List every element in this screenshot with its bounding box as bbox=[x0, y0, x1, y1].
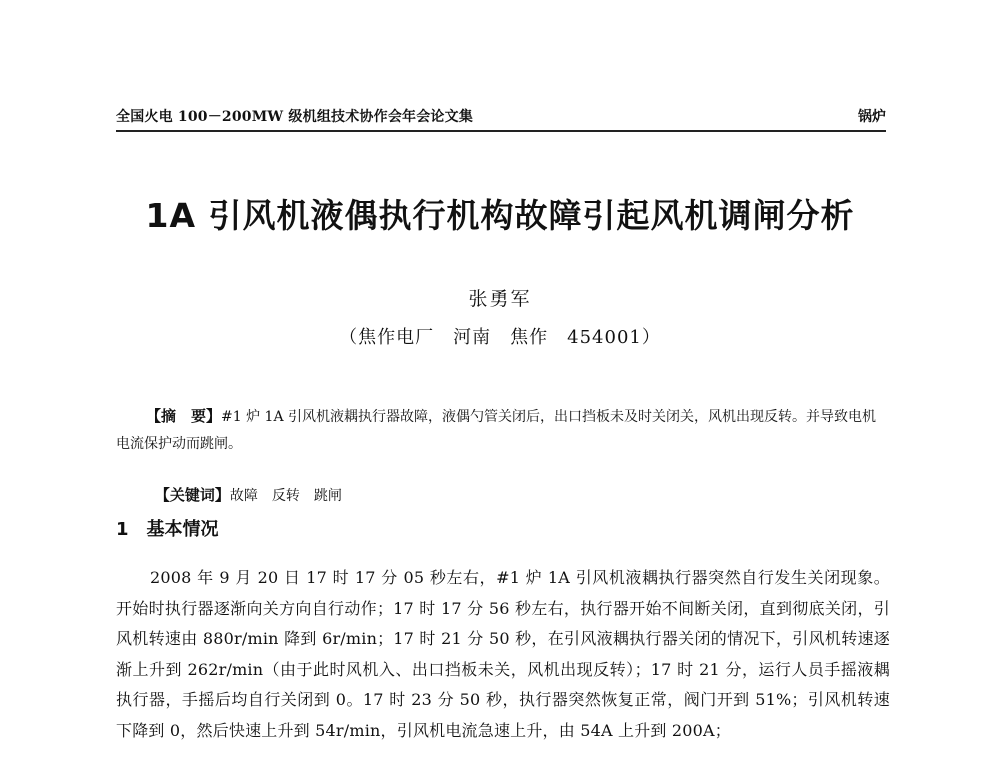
proceedings-title: 全国火电 100－200MW 级机组技术协作会年会论文集 bbox=[116, 109, 474, 125]
paper-title: 1A 引风机液偶执行机构故障引起风机调闸分析 bbox=[145, 196, 855, 235]
section-label: 锅炉 bbox=[858, 109, 886, 125]
author-affiliation: （焦作电厂 河南 焦作 454001） bbox=[339, 327, 661, 348]
abstract-label: 【摘 要】 bbox=[146, 407, 222, 425]
abstract bbox=[116, 403, 890, 458]
keywords-text: 故障 反转 跳闸 bbox=[229, 488, 342, 504]
keywords bbox=[146, 459, 342, 508]
author-name: 张勇军 bbox=[468, 288, 532, 310]
abstract-text: #1 炉 1A 引风机液耦执行器故障，液偶勺管关闭后，出口挡板未及时关闭关，风机出现反转。并导致电机电流保护动而跳闸。 bbox=[116, 409, 877, 452]
keywords-label: 【关键词】 bbox=[154, 486, 230, 504]
body-paragraph: 2008 年 9 月 20 日 17 时 17 分 05 秒左右，#1 炉 1A 引风机液耦执行器突然自行发生关闭现象。开始时执行器逐渐向关方向自行动作；17 时 17 分 56 秒左右，执行器开始不间断关闭，直到彻底关闭，引风机转速由 880r/min 降到 6r/min；17 时 21 分 50 秒，在引风液耦执行器关闭的情况下，引风机转速逐渐上升到 262r/min（由于此时风机入、出口挡板未关，风机出现反转）；17 时 21 分，运行人员手摇液耦执行器，手摇后均自行关闭到 0。17 时 23 分 50 秒，执行器突然恢复正常，阀门开到 51%；引风机转速下降到 0，然后快速上升到 54r/min，引风机电流急速上升，由 54A 上升到 200A； bbox=[116, 568, 890, 740]
section-heading: 1 基本情况 bbox=[116, 519, 219, 540]
running-header bbox=[116, 104, 886, 132]
